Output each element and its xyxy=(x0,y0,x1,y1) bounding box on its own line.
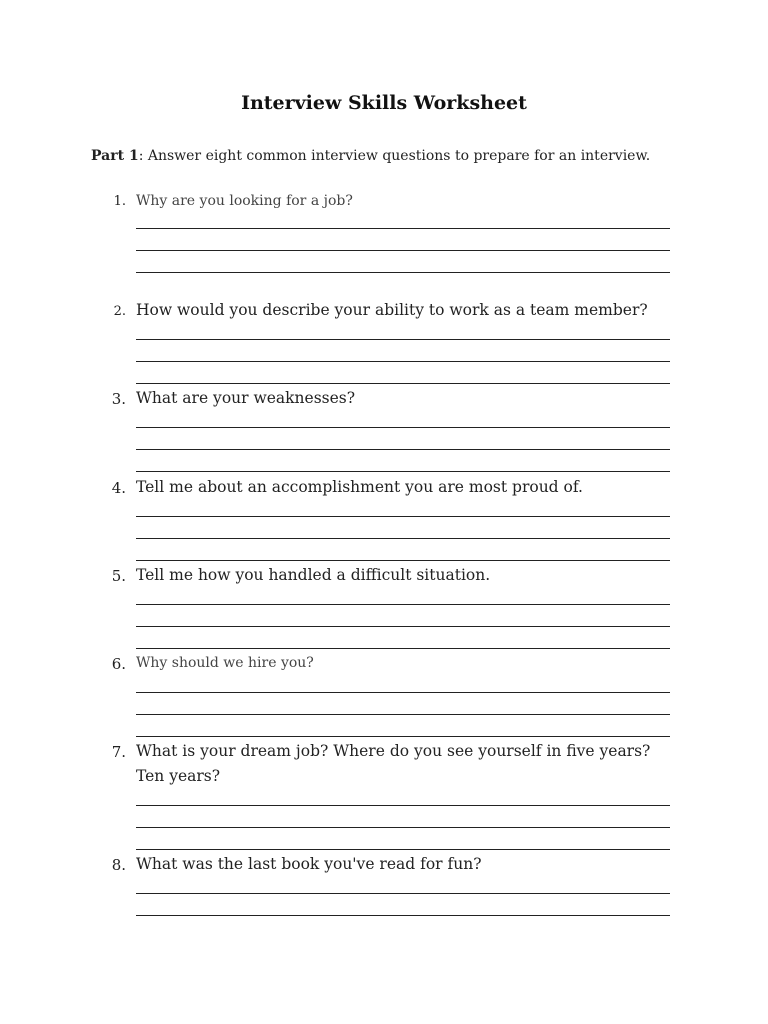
answer-line[interactable] xyxy=(136,516,670,517)
answer-line[interactable] xyxy=(136,339,670,340)
part-label: Part 1 xyxy=(91,148,139,164)
question-text: How would you describe your ability to work as a team member? xyxy=(136,301,648,319)
question-number: 5. xyxy=(111,567,126,585)
answer-line[interactable] xyxy=(136,893,670,894)
question-number: 4. xyxy=(111,479,126,497)
answer-line[interactable] xyxy=(136,915,670,916)
question-text: Tell me about an accomplishment you are most proud of. xyxy=(136,478,583,496)
answer-line[interactable] xyxy=(136,849,670,850)
answer-line[interactable] xyxy=(136,805,670,806)
question-number: 1. xyxy=(113,194,126,209)
question-text: What is your dream job? Where do you see yourself in five years? Ten years? xyxy=(136,742,651,785)
answer-line[interactable] xyxy=(136,604,670,605)
answer-line[interactable] xyxy=(136,692,670,693)
question-text: Why are you looking for a job? xyxy=(136,193,353,209)
answer-line[interactable] xyxy=(136,626,670,627)
question-number: 7. xyxy=(111,743,126,761)
answer-line[interactable] xyxy=(136,648,670,649)
question-number: 2. xyxy=(113,304,126,319)
question-number: 6. xyxy=(111,655,126,673)
answer-line[interactable] xyxy=(136,471,670,472)
answer-line[interactable] xyxy=(136,714,670,715)
question-number: 8. xyxy=(111,856,126,874)
answer-line[interactable] xyxy=(136,272,670,273)
answer-line[interactable] xyxy=(136,827,670,828)
answer-line[interactable] xyxy=(136,560,670,561)
answer-line[interactable] xyxy=(136,250,670,251)
part-instructions xyxy=(91,148,711,164)
answer-line[interactable] xyxy=(136,449,670,450)
page-title: Interview Skills Worksheet xyxy=(241,92,527,114)
answer-line[interactable] xyxy=(136,228,670,229)
answer-line[interactable] xyxy=(136,736,670,737)
question-text: Why should we hire you? xyxy=(136,655,314,671)
question-text: What was the last book you've read for fun? xyxy=(136,855,482,873)
answer-line[interactable] xyxy=(136,361,670,362)
question-number: 3. xyxy=(111,390,126,408)
answer-line[interactable] xyxy=(136,427,670,428)
question-text: Tell me how you handled a difficult situation. xyxy=(136,566,491,584)
answer-line[interactable] xyxy=(136,383,670,384)
part-description: : Answer eight common interview questions to prepare for an interview. xyxy=(138,148,651,164)
question-text: What are your weaknesses? xyxy=(136,389,356,407)
answer-line[interactable] xyxy=(136,538,670,539)
